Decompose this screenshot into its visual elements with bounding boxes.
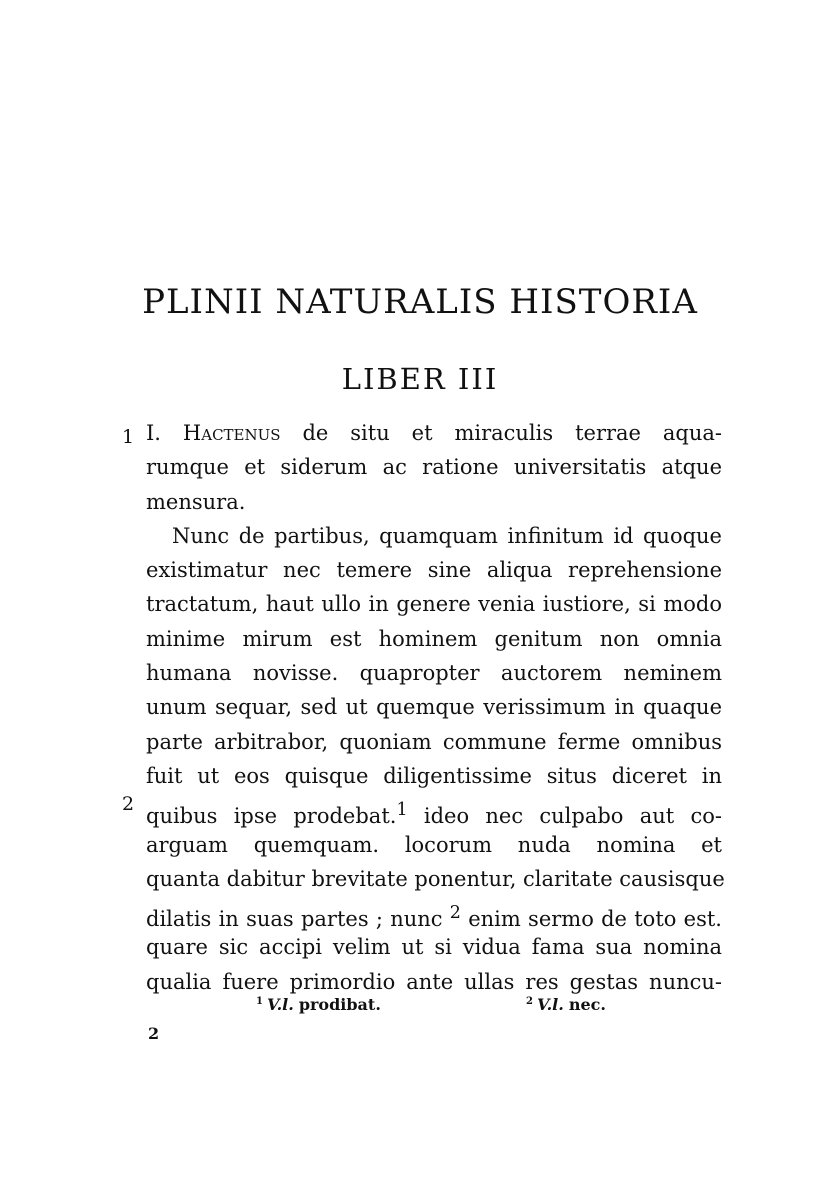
text-line: tractatum, haut ullo in genere venia iustiore, si modo [146,592,722,617]
text-line: qualia fuere primordio ante ullas res gestas nuncu- [146,969,722,994]
footnote [526,995,606,1014]
footnote-number: 2 [526,995,533,1007]
text-line [146,793,722,827]
text-fragment: enim sermo de toto est. [460,907,722,932]
margin-section-number: 2 [122,793,135,815]
text-line: mensura. [146,489,246,514]
text-line: minime mirum est hominem genitum non omnia [146,626,722,651]
footnote-text: nec. [568,995,606,1014]
book-heading: LIBER III [341,362,499,396]
text-line: unum sequar, sed ut quemque verissimum in quaque [146,695,722,720]
footnote [256,995,381,1014]
text-line: rumque et siderum ac ratione universitatis atque [146,455,722,480]
text-line: parte arbitrabor, quoniam commune ferme omnibus [146,729,722,754]
text-fragment: ideo nec culpabo aut co- [407,804,723,829]
text-line-rest: de situ et miraculis terrae aqua- [302,421,722,445]
text-line: quanta dabitur brevitate ponentur, claritate causisque [146,866,725,891]
footnotes [0,995,840,1019]
footnote-number: 1 [256,995,263,1007]
chapter-numeral: I. [146,421,161,445]
text-line: fuit ut eos quisque diligentissime situs diceret in [146,763,722,788]
text-fragment: quibus ipse prodebat. [146,804,397,829]
text-line: humana novisse. quapropter auctorem neminem [146,661,722,686]
margin-section-number: 1 [122,426,135,448]
footnote-marker[interactable]: 1 [396,800,408,821]
body-text [146,416,725,999]
footnote-abbr: V.l. [266,995,294,1014]
text-line [146,416,722,450]
page-number: 2 [148,1024,160,1043]
footnote-abbr: V.l. [536,995,564,1014]
work-title: PLINII NATURALIS HISTORIA [142,282,698,322]
footnote-marker[interactable]: 2 [449,903,461,924]
text-line: arguam quemquam. locorum nuda nomina et [146,832,722,857]
text-line: quare sic accipi velim ut si vidua fama sua nomina [146,935,722,960]
text-fragment: dilatis in suas partes ; nunc [146,907,443,932]
footnote-text: prodibat. [298,995,381,1014]
text-line: existimatur nec temere sine aliqua reprehensione [146,558,722,583]
chapter-first-word: Hactenus [182,421,281,445]
text-line: Nunc de partibus, quamquam infinitum id quoque [172,523,722,548]
text-line [146,896,722,930]
